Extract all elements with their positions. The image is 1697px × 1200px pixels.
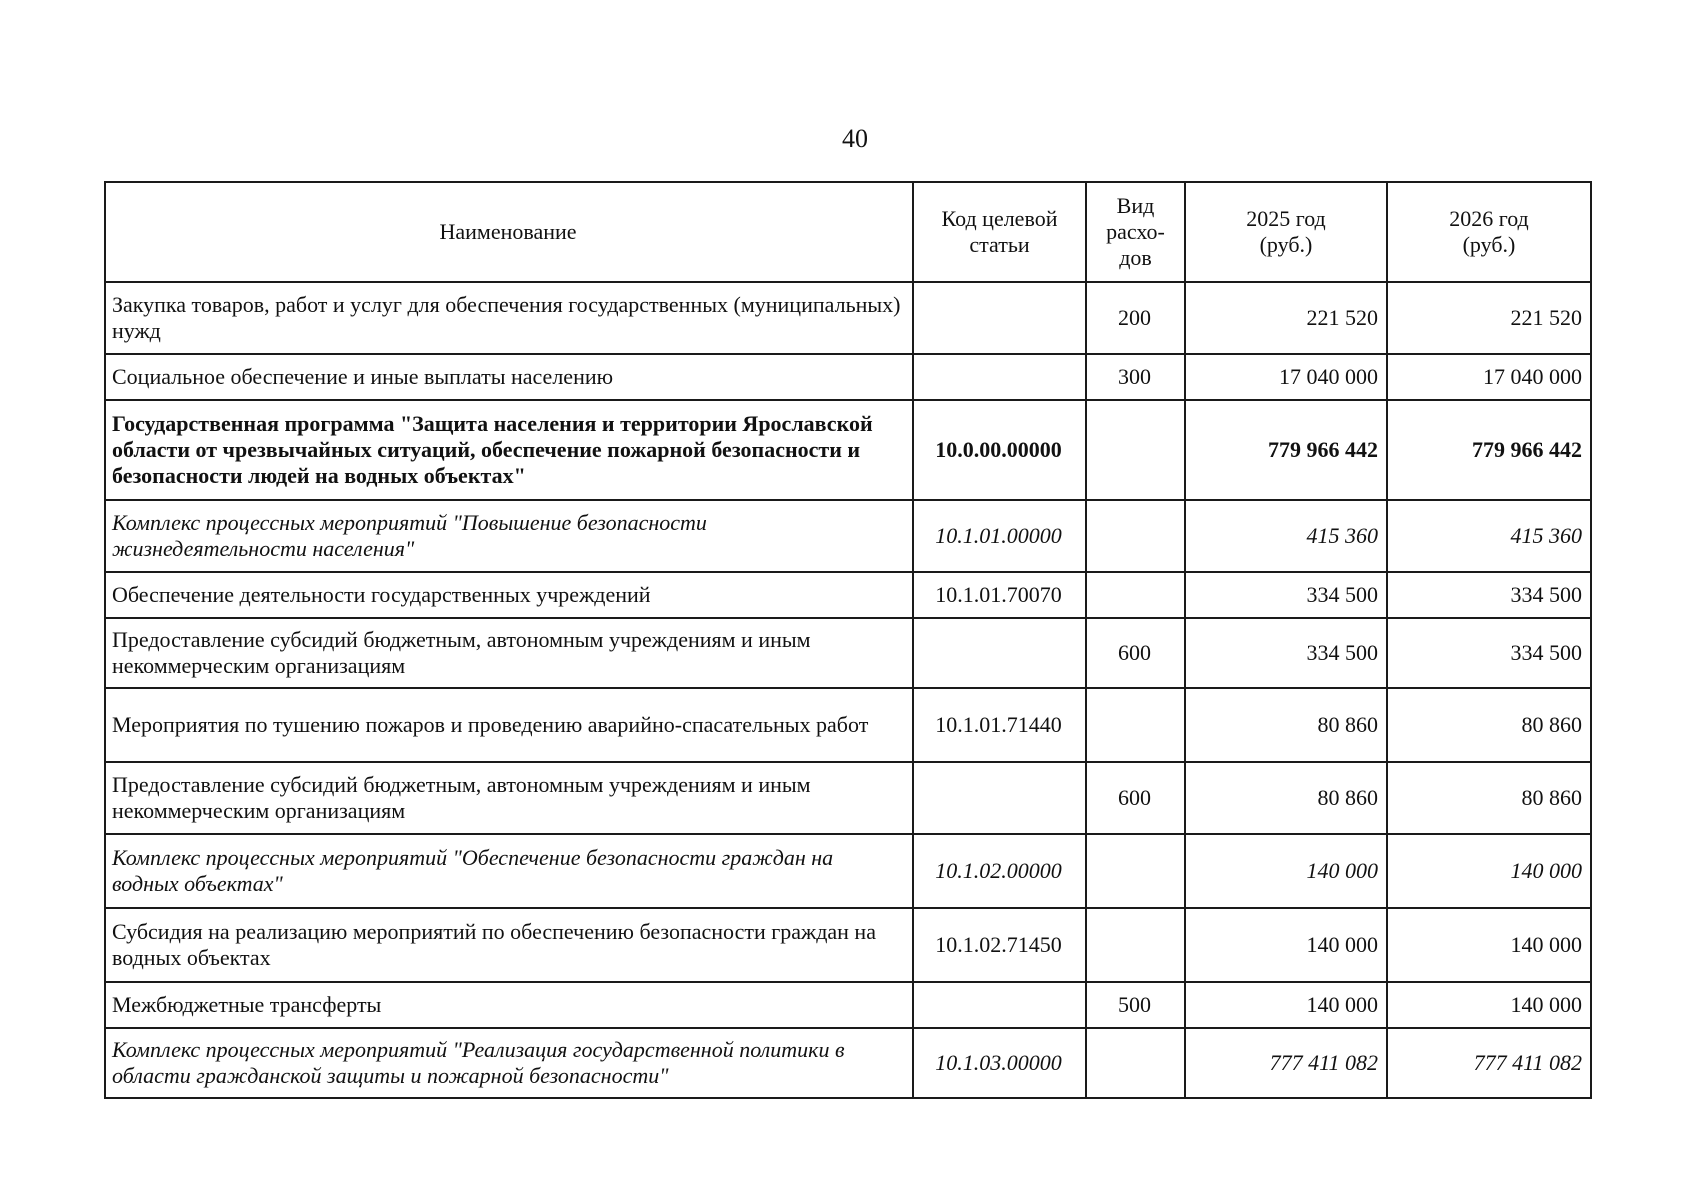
row-kind: 600 [1086,618,1185,688]
row-name: Государственная программа "Защита населения и территории Ярославской области от чрезвычайных ситуаций, обеспечение пожарной безопасности и безопасности людей на водных объектах" [105,400,913,500]
row-kind: 600 [1086,762,1185,834]
row-2026: 415 360 [1387,500,1591,572]
header-2026: 2026 год (руб.) [1387,182,1591,282]
row-kind: 200 [1086,282,1185,354]
row-2025: 334 500 [1185,618,1387,688]
row-name: Закупка товаров, работ и услуг для обеспечения государственных (муниципальных) нужд [105,282,913,354]
row-kind [1086,1028,1185,1098]
row-code: 10.1.03.00000 [913,1028,1086,1098]
table-row [105,908,1591,982]
table-body [105,282,1591,1098]
row-2026: 140 000 [1387,834,1591,908]
budget-table [104,181,1592,1099]
table-row [105,688,1591,762]
row-2026: 80 860 [1387,688,1591,762]
row-2025: 80 860 [1185,762,1387,834]
table-row [105,618,1591,688]
table-row [105,1028,1591,1098]
table-row [105,354,1591,400]
table-row [105,282,1591,354]
row-kind: 300 [1086,354,1185,400]
row-2025: 17 040 000 [1185,354,1387,400]
table-row [105,400,1591,500]
row-2026: 779 966 442 [1387,400,1591,500]
row-name: Социальное обеспечение и иные выплаты населению [105,354,913,400]
row-kind [1086,572,1185,618]
row-2025: 140 000 [1185,908,1387,982]
row-2025: 415 360 [1185,500,1387,572]
table-row [105,572,1591,618]
row-name: Обеспечение деятельности государственных учреждений [105,572,913,618]
row-code: 10.0.00.00000 [913,400,1086,500]
row-name: Комплекс процессных мероприятий "Реализация государственной политики в области гражданской защиты и пожарной безопасности" [105,1028,913,1098]
row-code: 10.1.02.71450 [913,908,1086,982]
row-2026: 777 411 082 [1387,1028,1591,1098]
row-kind: 500 [1086,982,1185,1028]
row-2025: 80 860 [1185,688,1387,762]
row-2025: 779 966 442 [1185,400,1387,500]
row-code: 10.1.01.70070 [913,572,1086,618]
table-row [105,982,1591,1028]
row-name: Предоставление субсидий бюджетным, автономным учреждениям и иным некоммерческим организациям [105,762,913,834]
row-kind [1086,908,1185,982]
table-header-row [105,182,1591,282]
row-code [913,282,1086,354]
row-2026: 334 500 [1387,572,1591,618]
row-kind [1086,688,1185,762]
row-code [913,982,1086,1028]
row-code: 10.1.01.71440 [913,688,1086,762]
row-kind [1086,834,1185,908]
header-2025: 2025 год (руб.) [1185,182,1387,282]
row-2026: 334 500 [1387,618,1591,688]
row-code [913,618,1086,688]
row-2025: 140 000 [1185,834,1387,908]
page-number: 40 [842,124,868,153]
table-row [105,500,1591,572]
row-name: Межбюджетные трансферты [105,982,913,1028]
row-kind [1086,500,1185,572]
row-name: Предоставление субсидий бюджетным, автономным учреждениям и иным некоммерческим организациям [105,618,913,688]
row-code: 10.1.01.00000 [913,500,1086,572]
row-name: Мероприятия по тушению пожаров и проведению аварийно-спасательных работ [105,688,913,762]
row-kind [1086,400,1185,500]
row-name: Субсидия на реализацию мероприятий по обеспечению безопасности граждан на водных объектах [105,908,913,982]
row-2026: 221 520 [1387,282,1591,354]
row-code [913,762,1086,834]
table-row [105,834,1591,908]
row-2025: 777 411 082 [1185,1028,1387,1098]
row-code [913,354,1086,400]
row-2025: 221 520 [1185,282,1387,354]
row-code: 10.1.02.00000 [913,834,1086,908]
row-name: Комплекс процессных мероприятий "Повышение безопасности жизнедеятельности населения" [105,500,913,572]
row-2026: 140 000 [1387,982,1591,1028]
header-code: Код целевой статьи [913,182,1086,282]
row-2025: 334 500 [1185,572,1387,618]
row-2025: 140 000 [1185,982,1387,1028]
row-2026: 80 860 [1387,762,1591,834]
header-name: Наименование [105,182,913,282]
header-kind: Вид расхо-дов [1086,182,1185,282]
row-2026: 17 040 000 [1387,354,1591,400]
row-2026: 140 000 [1387,908,1591,982]
table-row [105,762,1591,834]
row-name: Комплекс процессных мероприятий "Обеспечение безопасности граждан на водных объектах" [105,834,913,908]
